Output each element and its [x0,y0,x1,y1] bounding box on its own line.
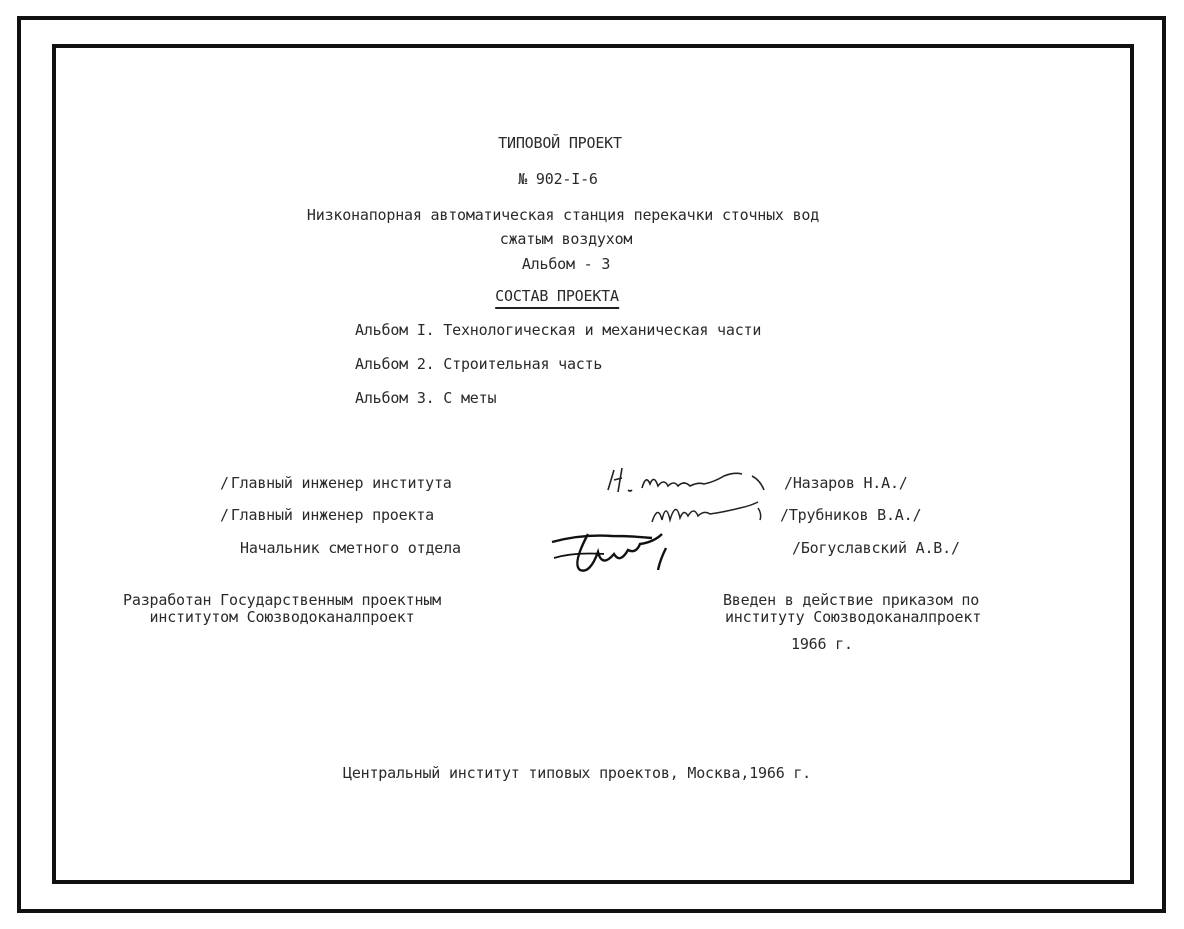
publisher-footer: Центральный институт типовых проектов, Москва,1966 г. [342,764,812,782]
composition-item-1: Альбом I. Технологическая и механическая части [355,321,762,339]
signatory-name-3: /Богуславский А.В./ [792,539,960,557]
document-title: ТИПОВОЙ ПРОЕКТ [498,134,622,152]
project-subject-line1: Низконапорная автоматическая станция перекачки сточных вод [306,206,820,224]
signatory-position: Главный инженер института [230,474,452,492]
composition-item-2: Альбом 2. Строительная часть [355,355,603,373]
developed-by-line2: институтом Союзводоканалпроект [149,608,415,626]
project-subject-line2: сжатым воздухом [499,230,633,248]
approved-line1: Введен в действие приказом по [722,591,980,609]
signatory-row-1 [220,474,452,492]
signature-image-2 [648,496,778,530]
approved-line2: институту Союзводоканалпроект [724,608,982,626]
signatory-position: Главный инженер проекта [230,506,434,524]
signatory-slash: / [220,506,229,524]
developed-by-line1: Разработан Государственным проектным [123,591,441,609]
album-number: Альбом - 3 [521,255,611,273]
signatory-position: Начальник сметного отдела [240,539,461,557]
signatory-row-3 [240,539,461,557]
project-number: № 902-I-6 [518,170,598,188]
composition-heading: СОСТАВ ПРОЕКТА [495,287,619,309]
signatory-slash: / [220,474,229,492]
signature-image-1 [602,464,782,498]
composition-item-3: Альбом 3. С меты [355,389,497,407]
signature-image-3 [548,526,708,578]
signatory-name-2: /Трубников В.А./ [780,506,922,524]
signatory-row-2 [220,506,434,524]
approved-year: 1966 г. [791,635,853,653]
signatory-name-1: /Назаров Н.А./ [784,474,908,492]
